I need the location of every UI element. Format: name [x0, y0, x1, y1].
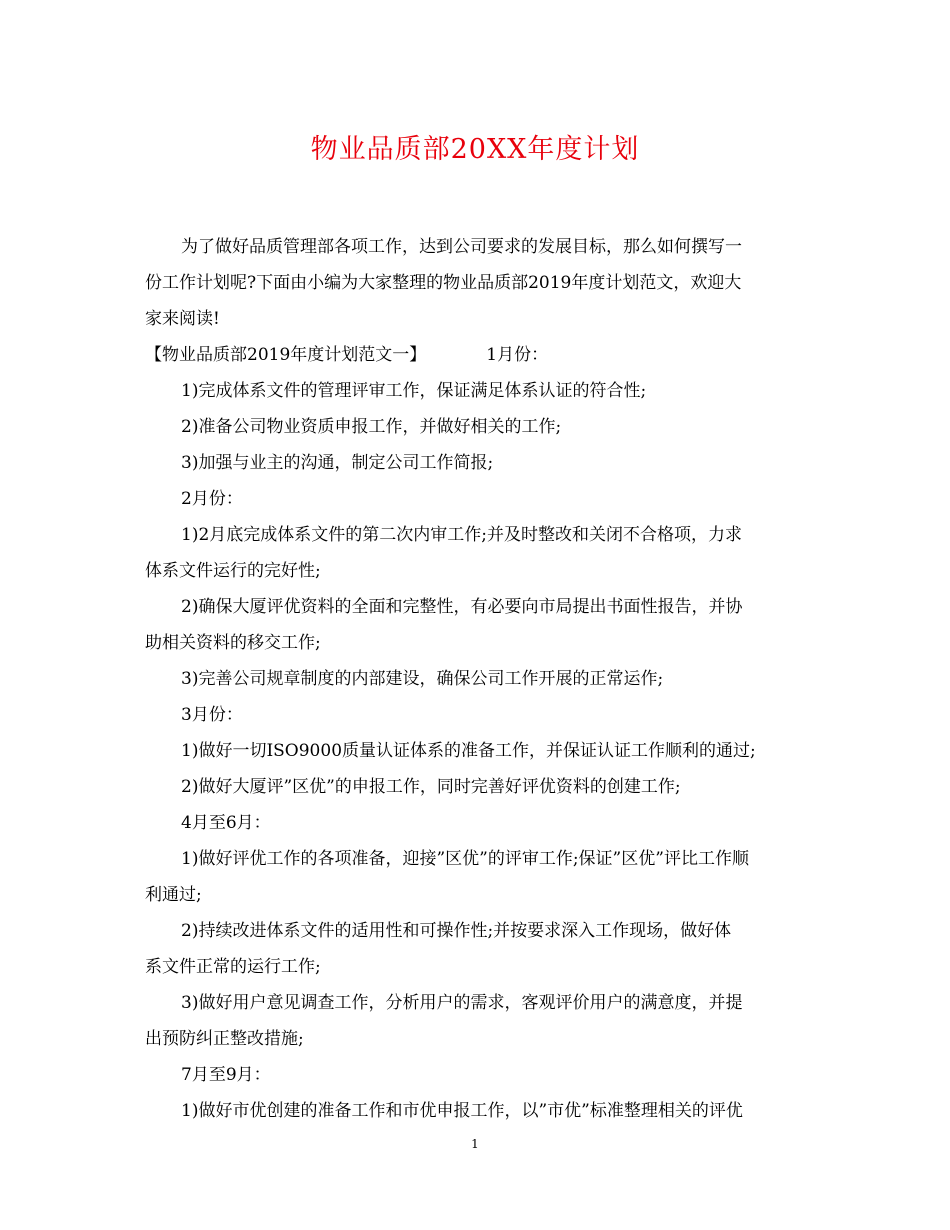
document-title: 物业品质部20XX年度计划: [310, 134, 640, 165]
paragraph-line: 份工作计划呢?下面由小编为大家整理的物业品质部2019年度计划范文，欢迎大: [145, 273, 742, 293]
paragraph-line: 为了做好品质管理部各项工作，达到公司要求的发展目标，那么如何撰写一: [181, 237, 742, 257]
section-heading-line: [145, 337, 807, 373]
paragraph-line: 系文件正常的运行工作;: [145, 957, 321, 977]
paragraph-line: 3)加强与业主的沟通，制定公司工作简报;: [181, 453, 494, 473]
month-heading: 7月至9月：: [181, 1065, 271, 1085]
paragraph-line: 出预防纠正整改措施;: [145, 1029, 304, 1049]
paragraph-line: 1)做好市优创建的准备工作和市优申报工作，以”市优”标准整理相关的评优: [181, 1101, 743, 1121]
month-heading: 4月至6月：: [181, 813, 271, 833]
paragraph-line: 2)做好大厦评”区优”的申报工作，同时完善好评优资料的创建工作;: [181, 777, 681, 797]
section-month: 1月份：: [486, 345, 549, 365]
paragraph-line: 体系文件运行的完好性;: [145, 561, 321, 581]
paragraph-line: 2)确保大厦评优资料的全面和完整性，有必要向市局提出书面性报告，并协: [181, 597, 743, 617]
paragraph-line: 利通过;: [145, 885, 202, 905]
paragraph-line: 1)完成体系文件的管理评审工作，保证满足体系认证的符合性;: [181, 381, 647, 401]
section-heading: 【物业品质部2019年度计划范文一】: [145, 345, 427, 365]
month-heading: 2月份：: [181, 489, 243, 509]
paragraph-line: 2)准备公司物业资质申报工作，并做好相关的工作;: [181, 417, 562, 437]
paragraph-line: 1)做好一切ISO9000质量认证体系的准备工作，并保证认证工作顺利的通过;: [181, 741, 756, 761]
paragraph-line: 助相关资料的移交工作;: [145, 633, 321, 653]
document-body: [145, 229, 807, 1129]
paragraph-line: 2)持续改进体系文件的适用性和可操作性;并按要求深入工作现场，做好体: [181, 921, 732, 941]
page-number: 1: [471, 1137, 479, 1151]
paragraph-line: 家来阅读!: [145, 309, 220, 329]
paragraph-line: 1)做好评优工作的各项准备，迎接”区优”的评审工作;保证”区优”评比工作顺: [181, 849, 749, 869]
paragraph-line: 3)完善公司规章制度的内部建设，确保公司工作开展的正常运作;: [181, 669, 664, 689]
paragraph-line: 3)做好用户意见调查工作，分析用户的需求，客观评价用户的满意度，并提: [181, 993, 743, 1013]
month-heading: 3月份：: [181, 705, 243, 725]
paragraph-line: 1)2月底完成体系文件的第二次内审工作;并及时整改和关闭不合格项，力求: [181, 525, 742, 545]
